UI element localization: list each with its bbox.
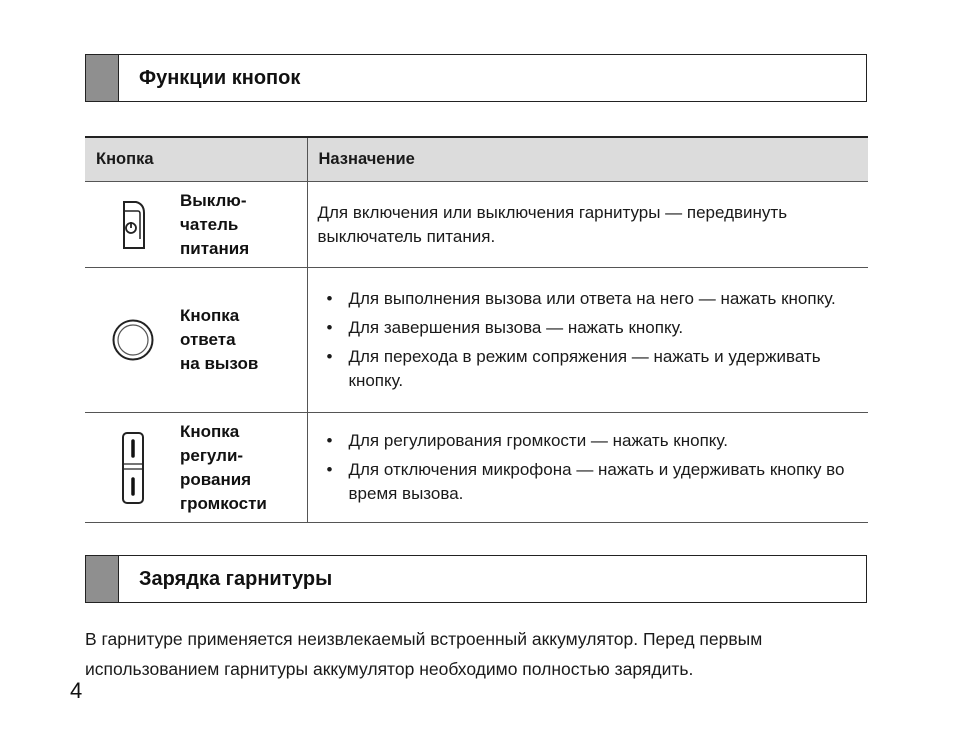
volume-button-icon <box>121 431 145 505</box>
button-name: Выклю- чатель питания <box>180 190 250 258</box>
purpose-bullet-list <box>318 429 859 506</box>
section-tab-marker <box>86 55 119 101</box>
call-button-icon <box>111 318 155 362</box>
charging-paragraph: В гарнитуре применяется неизвлекаемый встроенный аккумулятор. Перед первым использованием гарнитуры аккумулятор необходимо полностью зарядить. <box>85 629 763 679</box>
section-title-buttons: Функции кнопок <box>139 66 301 89</box>
list-item: • Для завершения вызова — нажать кнопку. <box>318 316 859 340</box>
button-name: Кнопка ответа на вызов <box>180 306 259 373</box>
button-cell <box>85 413 307 523</box>
purpose-cell <box>307 268 868 413</box>
button-cell <box>85 268 307 413</box>
list-item: • Для отключения микрофона — нажать и удерживать кнопку во время вызова. <box>318 458 859 506</box>
button-name: Кнопка регули- рования громкости <box>180 421 267 513</box>
section-title-charging: Зарядка гарнитуры <box>139 567 333 590</box>
purpose-cell <box>307 182 868 268</box>
table-row <box>85 182 868 268</box>
list-item: • Для перехода в режим сопряжения — нажать и удерживать кнопку. <box>318 345 859 393</box>
purpose-cell <box>307 413 868 523</box>
table-row <box>85 413 868 523</box>
button-functions-table <box>85 136 868 523</box>
purpose-text: Для включения или выключения гарнитуры — передвинуть выключатель питания. <box>317 202 788 246</box>
section-tab-marker <box>86 556 119 602</box>
page-number: 4 <box>70 678 83 703</box>
column-header-button: Кнопка <box>85 137 307 182</box>
purpose-bullet-list <box>318 287 859 393</box>
button-cell <box>85 182 307 268</box>
table-row <box>85 268 868 413</box>
section-header-charging <box>85 555 867 603</box>
list-item: • Для выполнения вызова или ответа на него — нажать кнопку. <box>318 287 859 311</box>
list-item: • Для регулирования громкости — нажать кнопку. <box>318 429 859 453</box>
column-header-purpose: Назначение <box>307 137 868 182</box>
power-switch-icon <box>120 199 146 251</box>
section-header-buttons <box>85 54 867 102</box>
